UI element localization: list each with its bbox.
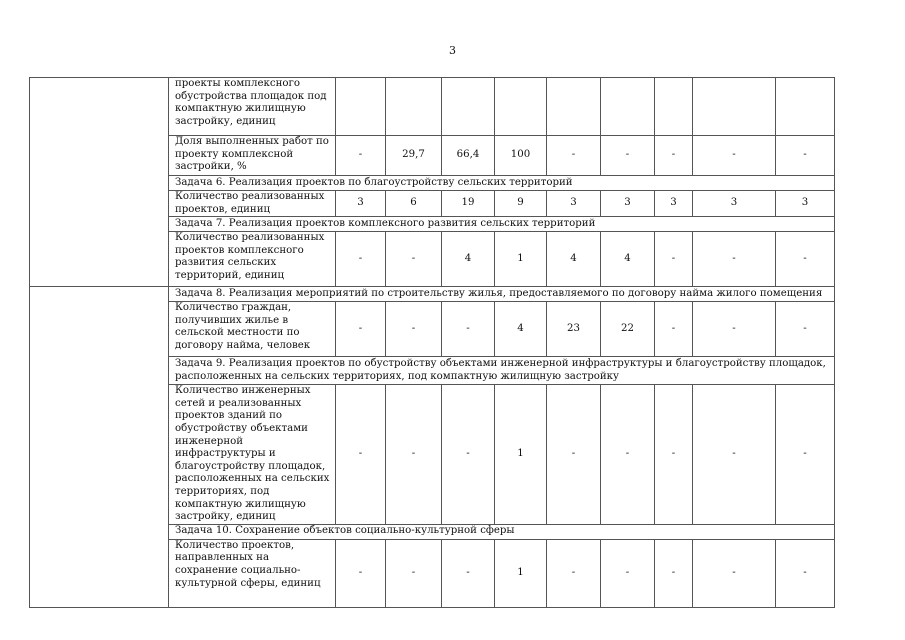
value-cell: 3 [547, 191, 601, 217]
value-cell [386, 78, 442, 136]
value-cell: 100 [495, 136, 547, 176]
value-cell: 4 [442, 232, 495, 287]
value-cell: - [386, 302, 442, 357]
value-cell: 1 [495, 539, 547, 607]
value-cell: - [655, 232, 693, 287]
value-cell: - [776, 302, 835, 357]
value-cell: - [693, 539, 776, 607]
value-cell: - [442, 539, 495, 607]
value-cell: 4 [495, 302, 547, 357]
value-cell: - [776, 385, 835, 525]
value-cell: 1 [495, 385, 547, 525]
value-cell: - [386, 539, 442, 607]
value-cell: 19 [442, 191, 495, 217]
value-cell: - [336, 136, 386, 176]
value-cell: - [442, 385, 495, 525]
value-cell [601, 78, 655, 136]
task-label: Задача 8. Реализация мероприятий по строительству жилья, предоставляемого по договору найма жилого помещения [169, 287, 835, 302]
task-row [30, 287, 835, 302]
value-cell: - [776, 136, 835, 176]
indicator-row [30, 78, 835, 136]
value-cell: - [442, 302, 495, 357]
program-cell [30, 78, 169, 287]
value-cell: 66,4 [442, 136, 495, 176]
task-label: Задача 7. Реализация проектов комплексного развития сельских территорий [169, 217, 835, 232]
indicator-label: Количество проектов, направленных на сохранение социально-культурной сферы, единиц [169, 539, 336, 607]
task-label: Задача 6. Реализация проектов по благоустройству сельских территорий [169, 176, 835, 191]
value-cell [547, 78, 601, 136]
value-cell: - [655, 302, 693, 357]
value-cell: - [336, 232, 386, 287]
value-cell: - [693, 232, 776, 287]
value-cell: - [601, 539, 655, 607]
indicator-label: Количество реализованных проектов комплексного развития сельских территорий, единиц [169, 232, 336, 287]
value-cell: 9 [495, 191, 547, 217]
value-cell: 4 [547, 232, 601, 287]
value-cell: 29,7 [386, 136, 442, 176]
value-cell: 3 [336, 191, 386, 217]
value-cell [442, 78, 495, 136]
value-cell: - [336, 539, 386, 607]
value-cell [655, 78, 693, 136]
value-cell: - [693, 136, 776, 176]
indicator-label: Количество реализованных проектов, единиц [169, 191, 336, 217]
value-cell [693, 78, 776, 136]
value-cell [495, 78, 547, 136]
program-cell [30, 287, 169, 608]
indicator-label: Количество граждан, получивших жилье в сельской местности по договору найма, человек [169, 302, 336, 357]
value-cell: 4 [601, 232, 655, 287]
value-cell [776, 78, 835, 136]
value-cell: 6 [386, 191, 442, 217]
value-cell: - [655, 385, 693, 525]
value-cell: - [336, 385, 386, 525]
indicator-label: Доля выполненных работ по проекту комплексной застройки, % [169, 136, 336, 176]
page-number: 3 [449, 44, 456, 57]
value-cell: 3 [693, 191, 776, 217]
value-cell: - [693, 302, 776, 357]
value-cell: - [693, 385, 776, 525]
value-cell: - [386, 385, 442, 525]
value-cell: - [547, 136, 601, 176]
value-cell: 3 [776, 191, 835, 217]
value-cell: - [547, 539, 601, 607]
value-cell [336, 78, 386, 136]
value-cell: - [655, 136, 693, 176]
value-cell: - [336, 302, 386, 357]
indicator-label: проекты комплексного обустройства площадок под компактную жилищную застройку, единиц [169, 78, 336, 136]
value-cell: - [386, 232, 442, 287]
value-cell: - [601, 385, 655, 525]
task-label: Задача 10. Сохранение объектов социально-культурной сферы [169, 524, 835, 539]
indicator-label: Количество инженерных сетей и реализованных проектов зданий по обустройству объектами инженерной инфраструктуры и благоустройству площадок, расположенных на сельских территориях, под компактную жилищную застройку, единиц [169, 385, 336, 525]
value-cell: 3 [601, 191, 655, 217]
task-label: Задача 9. Реализация проектов по обустройству объектами инженерной инфраструктуры и благоустройству площадок, расположенных на сельских территориях, под компактную жилищную застройку [169, 357, 835, 385]
value-cell: 1 [495, 232, 547, 287]
value-cell: 23 [547, 302, 601, 357]
value-cell: - [655, 539, 693, 607]
value-cell: 3 [655, 191, 693, 217]
value-cell: - [547, 385, 601, 525]
value-cell: 22 [601, 302, 655, 357]
value-cell: - [601, 136, 655, 176]
value-cell: - [776, 232, 835, 287]
indicators-table [29, 77, 835, 608]
value-cell: - [776, 539, 835, 607]
